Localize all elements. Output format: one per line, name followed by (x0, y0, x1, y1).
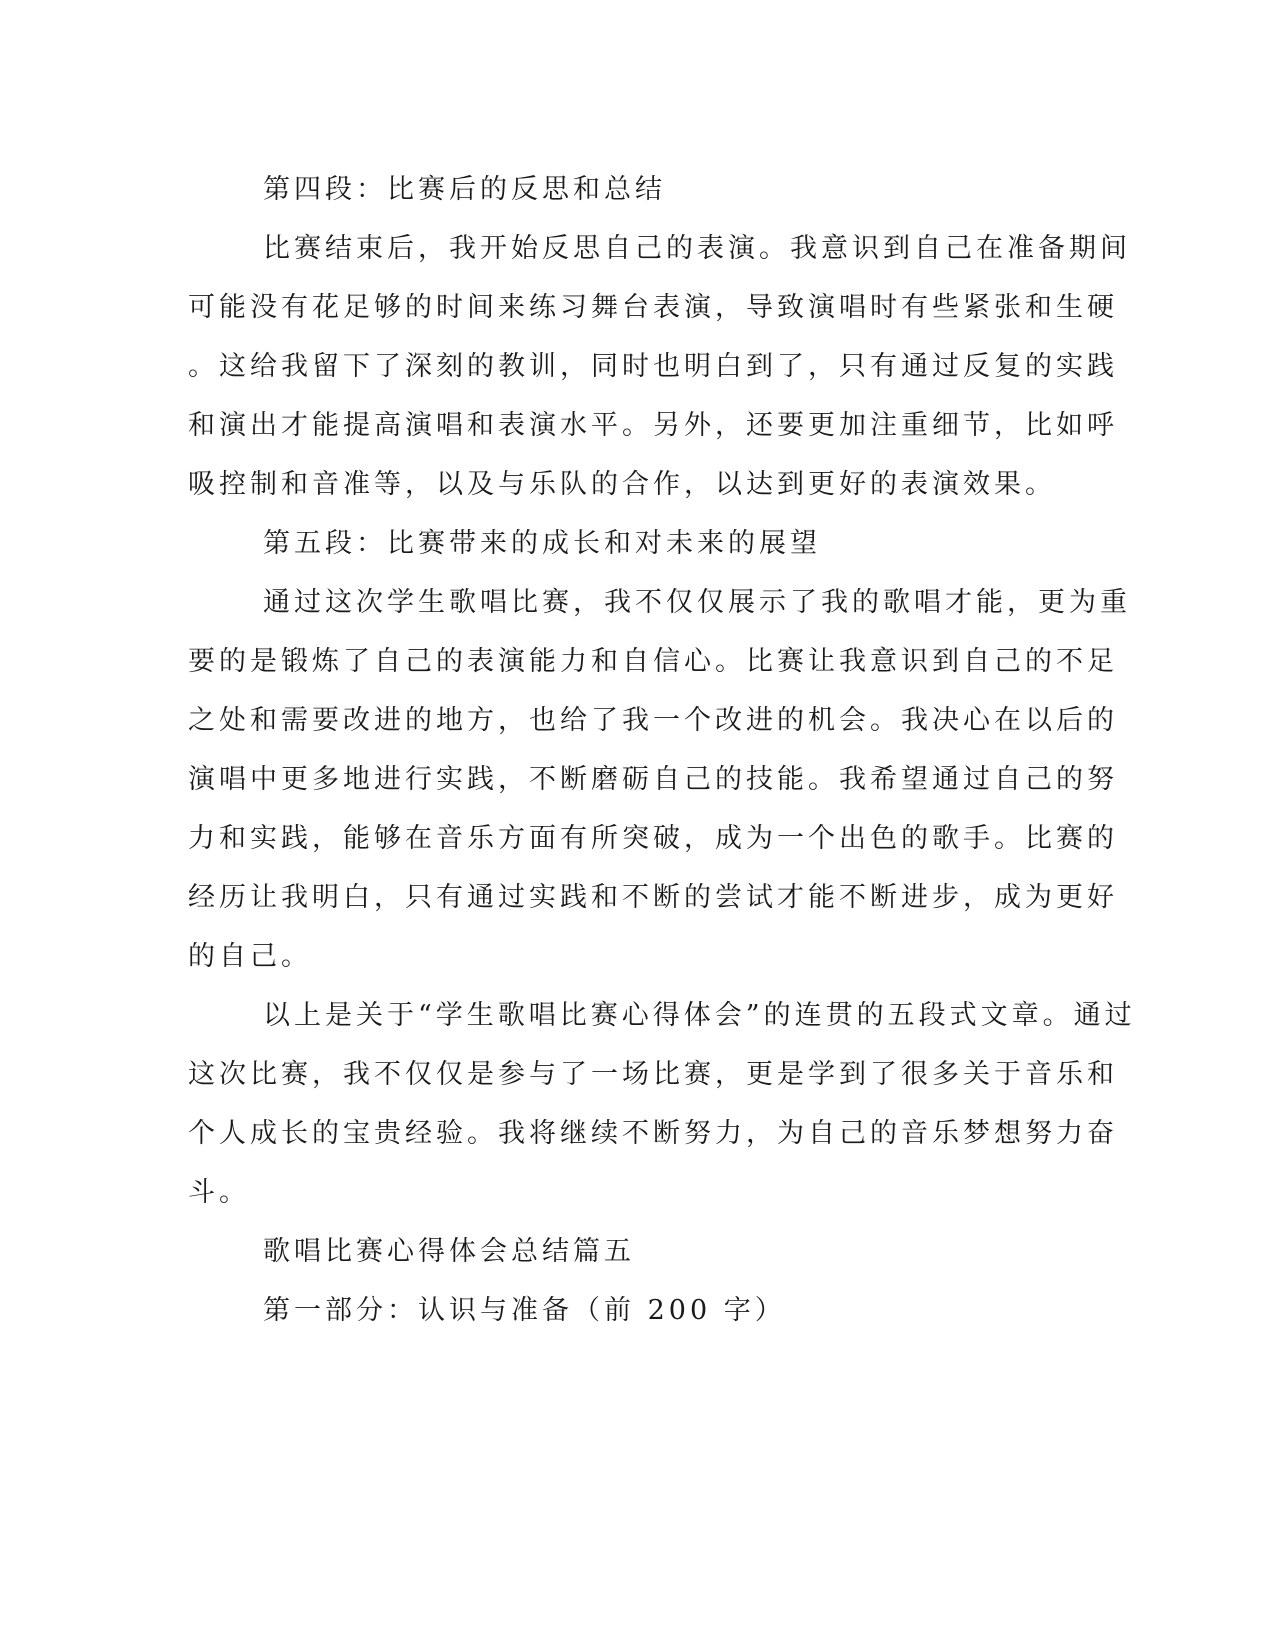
paragraph-line: 这次比赛，我不仅仅是参与了一场比赛，更是学到了很多关于音乐和 (188, 1059, 1118, 1090)
paragraph-line: 之处和需要改进的地方，也给了我一个改进的机会。我决心在以后的 (188, 705, 1118, 736)
paragraph-line: 通过这次学生歌唱比赛，我不仅仅展示了我的歌唱才能，更为重 (263, 587, 1131, 618)
paragraph-line: 吸控制和音准等，以及与乐队的合作，以达到更好的表演效果。 (188, 469, 1056, 500)
paragraph-line: 经历让我明白，只有通过实践和不断的尝试才能不断进步，成为更好 (188, 882, 1118, 913)
paragraph-line: 可能没有花足够的时间来练习舞台表演，导致演唱时有些紧张和生硬 (188, 292, 1118, 323)
paragraph-line: 力和实践，能够在音乐方面有所突破，成为一个出色的歌手。比赛的 (188, 823, 1118, 854)
section-heading-5: 第五段：比赛带来的成长和对未来的展望 (263, 528, 821, 559)
section-heading-4: 第四段：比赛后的反思和总结 (263, 174, 666, 205)
paragraph-line: 和演出才能提高演唱和表演水平。另外，还要更加注重细节，比如呼 (188, 410, 1118, 441)
section-heading-part-1: 第一部分：认识与准备（前 200 字） (263, 1295, 786, 1326)
paragraph-line: 斗。 (188, 1177, 250, 1208)
paragraph-line: 以上是关于“学生歌唱比赛心得体会”的连贯的五段式文章。通过 (263, 1000, 1136, 1031)
document-body (188, 160, 1136, 1340)
paragraph-line: 的自己。 (188, 941, 312, 972)
paragraph-line: 个人成长的宝贵经验。我将继续不断努力，为自己的音乐梦想努力奋 (188, 1118, 1118, 1149)
paragraph-line: 。这给我留下了深刻的教训，同时也明白到了，只有通过反复的实践 (188, 351, 1118, 382)
paragraph-line: 比赛结束后，我开始反思自己的表演。我意识到自己在准备期间 (263, 233, 1131, 264)
paragraph-line: 演唱中更多地进行实践，不断磨砺自己的技能。我希望通过自己的努 (188, 764, 1118, 795)
paragraph-line: 要的是锻炼了自己的表演能力和自信心。比赛让我意识到自己的不足 (188, 646, 1118, 677)
article-title: 歌唱比赛心得体会总结篇五 (263, 1236, 635, 1267)
